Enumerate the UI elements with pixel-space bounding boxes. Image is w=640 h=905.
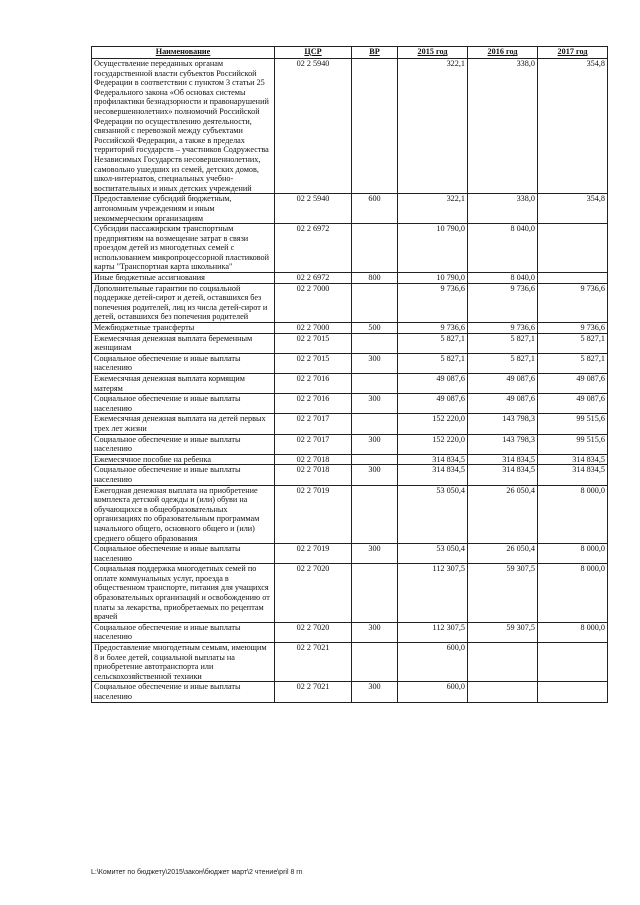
row-name: Ежемесячная денежная выплата беременным женщинам [92, 333, 275, 353]
row-csr: 02 2 7018 [275, 454, 352, 465]
row-value-2017: 9 736,6 [538, 323, 608, 334]
row-vr [352, 643, 398, 682]
row-csr: 02 2 7017 [275, 434, 352, 454]
row-vr: 300 [352, 394, 398, 414]
row-csr: 02 2 7016 [275, 374, 352, 394]
row-csr: 02 2 7020 [275, 564, 352, 623]
row-name: Социальное обеспечение и иные выплаты населению [92, 434, 275, 454]
row-value-2017: 354,8 [538, 194, 608, 224]
row-value-2016: 26 050,4 [468, 485, 538, 544]
row-value-2015: 322,1 [398, 59, 468, 194]
row-name: Социальное обеспечение и иные выплаты населению [92, 353, 275, 373]
row-vr: 300 [352, 622, 398, 642]
row-value-2016: 5 827,1 [468, 333, 538, 353]
row-csr: 02 2 7016 [275, 394, 352, 414]
row-vr: 500 [352, 323, 398, 334]
row-value-2015: 9 736,6 [398, 323, 468, 334]
row-vr: 300 [352, 682, 398, 702]
row-name: Ежемесячная денежная выплата кормящим матерям [92, 374, 275, 394]
row-value-2016: 9 736,6 [468, 323, 538, 334]
table-row [92, 374, 608, 394]
header-2015: 2015 год [398, 47, 468, 59]
table-row [92, 333, 608, 353]
table-row [92, 273, 608, 284]
table-row [92, 59, 608, 194]
row-value-2017: 49 087,6 [538, 394, 608, 414]
table-row [92, 394, 608, 414]
table-row [92, 353, 608, 373]
file-path-footer: L:\Комитет по бюджету\2015\закон\бюджет март\2 чтение\pril 8 rn [91, 869, 303, 876]
row-value-2017: 314 834,5 [538, 465, 608, 485]
row-value-2015: 53 050,4 [398, 544, 468, 564]
row-csr: 02 2 6972 [275, 273, 352, 284]
row-vr [352, 374, 398, 394]
row-value-2017: 314 834,5 [538, 454, 608, 465]
row-vr: 300 [352, 353, 398, 373]
row-value-2016 [468, 682, 538, 702]
table-row [92, 283, 608, 322]
row-value-2017: 8 000,0 [538, 485, 608, 544]
table-row [92, 224, 608, 273]
row-csr: 02 2 5940 [275, 194, 352, 224]
budget-table [91, 46, 608, 703]
row-value-2017: 5 827,1 [538, 333, 608, 353]
row-csr: 02 2 7015 [275, 333, 352, 353]
row-value-2016: 26 050,4 [468, 544, 538, 564]
row-value-2016: 5 827,1 [468, 353, 538, 373]
row-csr: 02 2 7021 [275, 682, 352, 702]
table-row [92, 465, 608, 485]
row-csr: 02 2 7019 [275, 544, 352, 564]
row-vr: 300 [352, 465, 398, 485]
row-vr [352, 485, 398, 544]
row-value-2015: 49 087,6 [398, 374, 468, 394]
row-value-2015: 112 307,5 [398, 564, 468, 623]
row-name: Социальное обеспечение и иные выплаты населению [92, 465, 275, 485]
row-value-2017: 49 087,6 [538, 374, 608, 394]
header-2016: 2016 год [468, 47, 538, 59]
row-name: Иные бюджетные ассигнования [92, 273, 275, 284]
row-csr: 02 2 7000 [275, 323, 352, 334]
header-2017: 2017 год [538, 47, 608, 59]
row-vr [352, 283, 398, 322]
row-value-2015: 314 834,5 [398, 454, 468, 465]
row-name: Субсидии пассажирским транспортным предприятиям на возмещение затрат в связи проездом детей из многодетных семей с использованием микропроцессорной пластиковой карты "Транспортная карта школьника" [92, 224, 275, 273]
row-name: Ежемесячное пособие на ребенка [92, 454, 275, 465]
row-csr: 02 2 7018 [275, 465, 352, 485]
table-row [92, 564, 608, 623]
row-value-2015: 112 307,5 [398, 622, 468, 642]
row-value-2015: 600,0 [398, 643, 468, 682]
row-value-2015: 152 220,0 [398, 434, 468, 454]
row-vr: 800 [352, 273, 398, 284]
row-value-2017 [538, 643, 608, 682]
row-value-2016: 59 307,5 [468, 564, 538, 623]
row-value-2015: 9 736,6 [398, 283, 468, 322]
row-vr: 300 [352, 434, 398, 454]
row-value-2016: 49 087,6 [468, 374, 538, 394]
row-value-2016: 143 798,3 [468, 414, 538, 434]
budget-table-container [91, 46, 607, 703]
row-value-2017: 8 000,0 [538, 544, 608, 564]
row-value-2017: 8 000,0 [538, 622, 608, 642]
header-name: Наименование [92, 47, 275, 59]
table-row [92, 414, 608, 434]
row-name: Социальное обеспечение и иные выплаты населению [92, 544, 275, 564]
row-name: Ежемесячная денежная выплата на детей первых трех лет жизни [92, 414, 275, 434]
row-name: Межбюджетные трансферты [92, 323, 275, 334]
row-value-2015: 600,0 [398, 682, 468, 702]
table-row [92, 682, 608, 702]
row-value-2015: 5 827,1 [398, 353, 468, 373]
row-value-2016: 8 040,0 [468, 273, 538, 284]
row-name: Дополнительные гарантии по социальной поддержке детей-сирот и детей, оставшихся без попечения родителей, лиц из числа детей-сирот и детей, оставшихся без попечения родителей [92, 283, 275, 322]
row-value-2016: 314 834,5 [468, 465, 538, 485]
row-vr [352, 333, 398, 353]
table-row [92, 544, 608, 564]
row-value-2016: 59 307,5 [468, 622, 538, 642]
table-row [92, 643, 608, 682]
row-value-2015: 10 790,0 [398, 224, 468, 273]
row-name: Социальное обеспечение и иные выплаты населению [92, 622, 275, 642]
table-header-row [92, 47, 608, 59]
row-name: Предоставление многодетным семьям, имеющим 8 и более детей, социальной выплаты на приобретение автотранспорта или сельскохозяйственной техники [92, 643, 275, 682]
row-vr [352, 59, 398, 194]
row-value-2016: 9 736,6 [468, 283, 538, 322]
row-name: Социальное обеспечение и иные выплаты населению [92, 394, 275, 414]
row-vr [352, 224, 398, 273]
row-name: Ежегодная денежная выплата на приобретение комплекта детской одежды и (или) обуви на обучающихся в общеобразовательных организациях по образовательным программам начального общего, основного общего и (или) среднего общего образования [92, 485, 275, 544]
row-value-2015: 314 834,5 [398, 465, 468, 485]
row-vr [352, 414, 398, 434]
table-row [92, 622, 608, 642]
row-csr: 02 2 7019 [275, 485, 352, 544]
row-value-2016: 338,0 [468, 194, 538, 224]
row-csr: 02 2 7017 [275, 414, 352, 434]
row-value-2015: 322,1 [398, 194, 468, 224]
row-value-2016: 8 040,0 [468, 224, 538, 273]
row-csr: 02 2 7000 [275, 283, 352, 322]
row-name: Предоставление субсидий бюджетным, автономным учреждениям и иным некоммерческим организациям [92, 194, 275, 224]
row-value-2017: 8 000,0 [538, 564, 608, 623]
row-value-2017: 354,8 [538, 59, 608, 194]
table-row [92, 434, 608, 454]
row-value-2017: 99 515,6 [538, 434, 608, 454]
row-csr: 02 2 7020 [275, 622, 352, 642]
row-name: Осуществление переданных органам государственной власти субъектов Российской Федерации в соответствии с пунктом 3 статьи 25 Федерального закона «Об основах системы профилактики безнадзорности и правонарушений несовершеннолетних» полномочий Российской Федерации по осуществлению деятельности, связанной с перевозкой между субъектами Российской Федерации, а также в пределах территорий государств – участников Содружества Независимых Государств несовершеннолетних, самовольно ушедших из семей, детских домов, школ-интернатов, специальных учебно-воспитательных и иных детских учреждений [92, 59, 275, 194]
row-vr: 600 [352, 194, 398, 224]
row-value-2015: 49 087,6 [398, 394, 468, 414]
row-value-2017: 9 736,6 [538, 283, 608, 322]
row-value-2016: 143 798,3 [468, 434, 538, 454]
header-csr: ЦСР [275, 47, 352, 59]
row-value-2017: 5 827,1 [538, 353, 608, 373]
row-name: Социальная поддержка многодетных семей по оплате коммунальных услуг, проезда в общественном транспорте, питания для учащихся образовательных организаций и освобождению от платы за лекарства, приобретаемых по рецептам врачей [92, 564, 275, 623]
row-value-2015: 152 220,0 [398, 414, 468, 434]
row-value-2015: 53 050,4 [398, 485, 468, 544]
row-csr: 02 2 7015 [275, 353, 352, 373]
row-value-2017: 99 515,6 [538, 414, 608, 434]
row-vr: 300 [352, 544, 398, 564]
row-csr: 02 2 5940 [275, 59, 352, 194]
table-row [92, 323, 608, 334]
row-value-2016: 314 834,5 [468, 454, 538, 465]
row-value-2017 [538, 682, 608, 702]
row-name: Социальное обеспечение и иные выплаты населению [92, 682, 275, 702]
row-value-2017 [538, 273, 608, 284]
row-value-2016 [468, 643, 538, 682]
row-value-2015: 5 827,1 [398, 333, 468, 353]
row-value-2016: 338,0 [468, 59, 538, 194]
table-row [92, 194, 608, 224]
row-vr [352, 454, 398, 465]
row-value-2017 [538, 224, 608, 273]
table-row [92, 454, 608, 465]
header-vr: ВР [352, 47, 398, 59]
row-csr: 02 2 6972 [275, 224, 352, 273]
row-value-2015: 10 790,0 [398, 273, 468, 284]
table-row [92, 485, 608, 544]
row-vr [352, 564, 398, 623]
row-csr: 02 2 7021 [275, 643, 352, 682]
row-value-2016: 49 087,6 [468, 394, 538, 414]
